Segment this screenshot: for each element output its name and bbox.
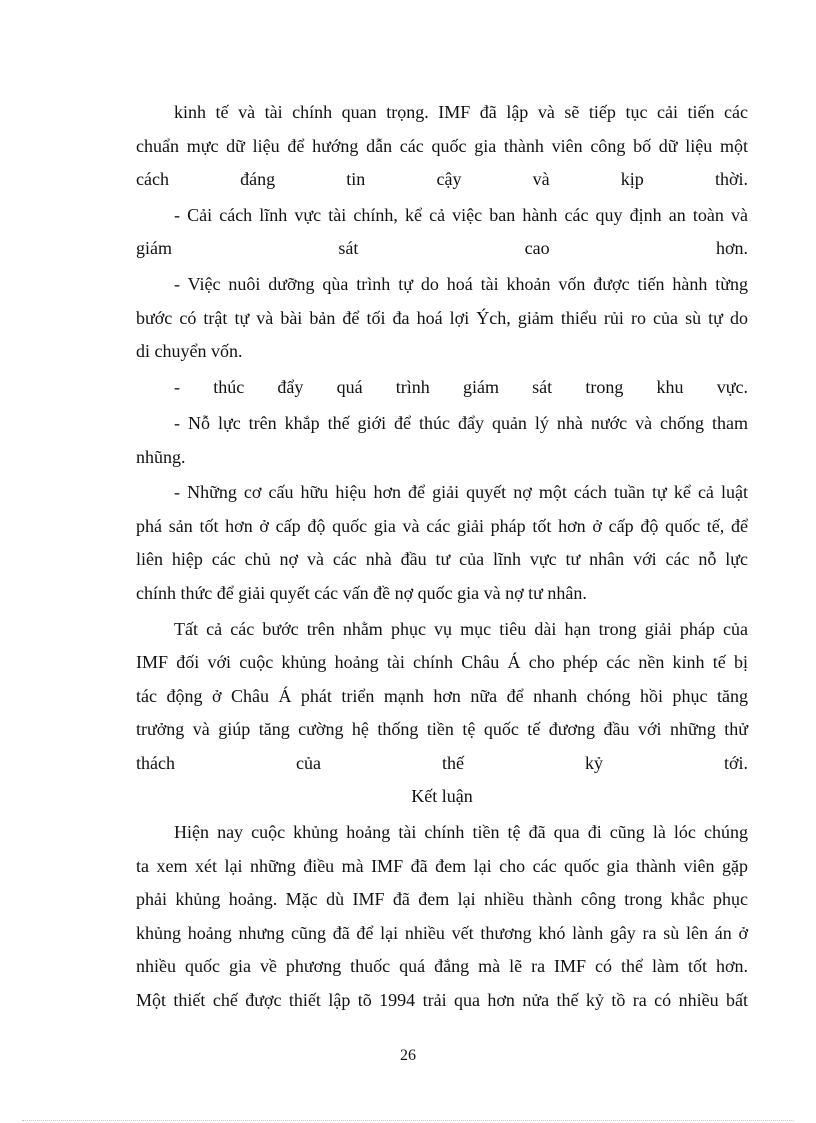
text-line: trưởng và giúp tăng cường hệ thống tiền tệ quốc tế đương đầu với những thử [136,719,748,740]
text-line: nhiều quốc gia về phương thuốc quá đắng mà lẽ ra IMF có thể làm tốt hơn. [136,956,748,977]
paragraph [136,613,748,781]
text-line: chuẩn mực dữ liệu để hướng dẫn các quốc gia thành viên công bố dữ liệu một [136,135,748,156]
text-line: di chuyển vốn. [136,341,243,362]
text-line: Tất cả các bước trên nhằm phục vụ mục tiêu dài hạn trong giải pháp của [174,618,748,639]
paragraph [136,199,748,266]
text-line: Hiện nay cuộc khủng hoảng tài chính tiền tệ đã qua đi cũng là lóc chúng [174,822,748,843]
text-line: khủng hoảng nhưng cũng đã để lại nhiều vết thương khó lành gây ra sù lên án ở [136,922,748,943]
text-line: Một thiết chế được thiết lập tõ 1994 trải qua hơn nửa thế kỷ tồ ra có nhiều bất [136,989,748,1010]
text-line: kinh tế và tài chính quan trọng. IMF đã lập và sẽ tiếp tục cải tiến các [174,102,748,122]
text-line: thách của thế kỷ tới. [136,752,748,773]
text-line: - thúc đẩy quá trình giám sát trong khu vực. [174,377,748,398]
page-body [136,96,748,1017]
paragraph [136,371,748,405]
page-bottom-divider [22,1120,794,1121]
text-line: phá sản tốt hơn ở cấp độ quốc gia và các giải pháp tốt hơn ở cấp độ quốc tế, để [136,515,748,536]
text-line: chính thức để giải quyết các vấn đề nợ quốc gia và nợ tư nhân. [136,582,587,603]
section-heading: Kết luận [411,786,473,807]
text-line: liên hiệp các chủ nợ và các nhà đầu tư của lĩnh vực tư nhân với các nỗ lực [136,549,748,570]
paragraph [136,96,748,197]
paragraph [136,816,748,1017]
text-line: phải khủng hoảng. Mặc dù IMF đã đem lại nhiều thành công trong khắc phục [136,889,748,910]
paragraph [136,476,748,610]
text-line: IMF đối với cuộc khủng hoảng tài chính Châu Á cho phép các nền kinh tế bị [136,652,748,673]
text-line: - Việc nuôi dưỡng qùa trình tự do hoá tài khoản vốn được tiến hành từng [174,274,748,295]
text-line: giám sát cao hơn. [136,238,748,259]
text-line: nhũng. [136,446,186,467]
text-line: bước có trật tự và bài bản để tối đa hoá lợi Ých, giảm thiểu rủi ro của sù tự do [136,307,748,328]
page-number: 26 [400,1047,416,1064]
text-line: ta xem xét lại những điều mà IMF đã đem lại cho các quốc gia thành viên gặp [136,855,748,876]
text-line: tác động ở Châu Á phát triển mạnh hơn nữa để nhanh chóng hồi phục tăng [136,685,748,706]
text-line: - Nỗ lực trên khắp thế giới để thúc đẩy quản lý nhà nước và chống tham [174,413,748,434]
text-line: - Cải cách lĩnh vực tài chính, kể cả việc ban hành các quy định an toàn và [174,204,748,225]
paragraph [136,407,748,474]
paragraph [136,268,748,369]
text-line: - Những cơ cấu hữu hiệu hơn để giải quyết nợ một cách tuần tự kể cả luật [174,482,748,503]
text-line: cách đáng tin cậy và kịp thời. [136,169,748,189]
